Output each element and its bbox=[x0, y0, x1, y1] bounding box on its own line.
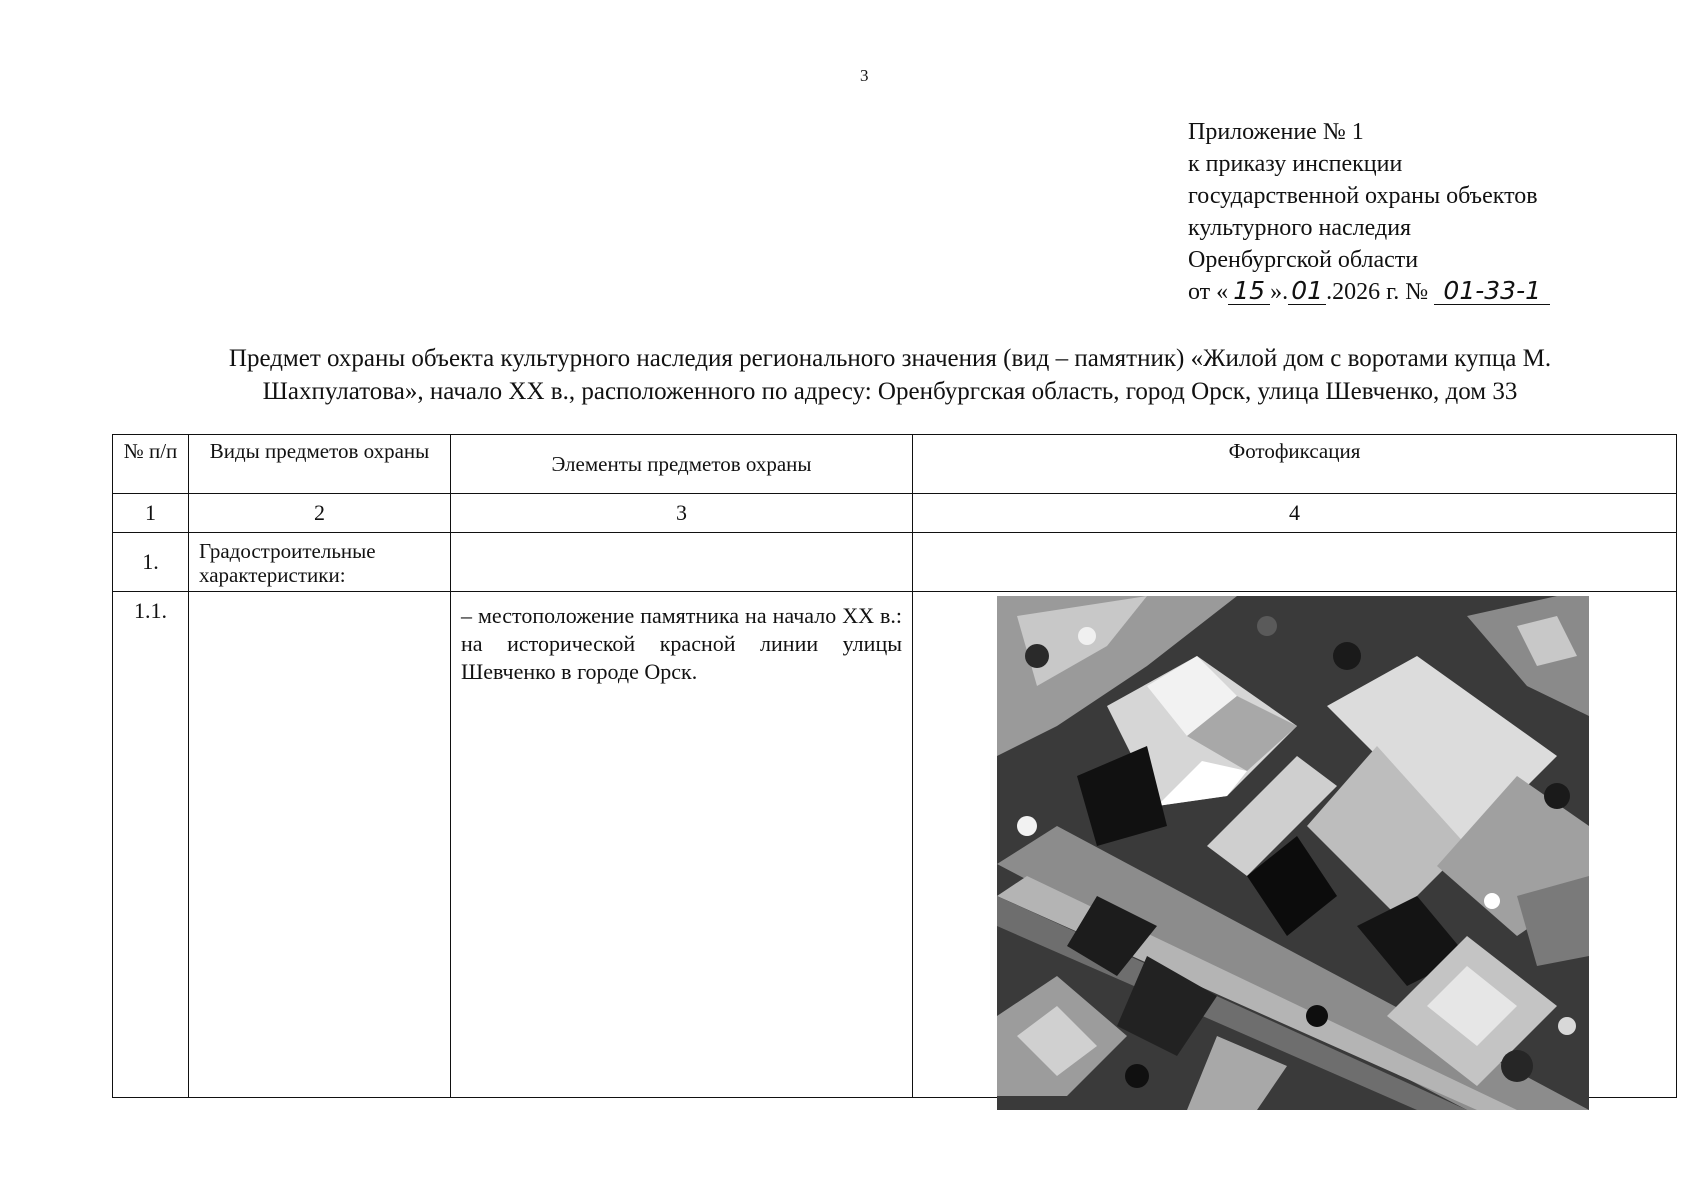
table-header-row bbox=[113, 435, 1677, 494]
header-kind: Виды предметов охраны bbox=[189, 435, 451, 494]
table-row bbox=[113, 592, 1677, 1098]
header-elements: Элементы предметов охраны bbox=[451, 435, 913, 494]
document-title bbox=[100, 342, 1680, 408]
title-line-2: Шахпулатова», начало XX в., расположенного по адресу: Оренбургская область, город Орск, улица Шевченко, дом 33 bbox=[262, 378, 1518, 405]
handwritten-day: 15 bbox=[1228, 278, 1270, 305]
date-mid: ». bbox=[1270, 279, 1289, 305]
column-number: 2 bbox=[189, 494, 451, 533]
appendix-line: Оренбургской области bbox=[1188, 247, 1419, 273]
section-number: 1. bbox=[113, 533, 189, 592]
row-element-text: – местоположение памятника на начало XX в.: на исторической красной линии улицы Шевченко в городе Орск. bbox=[451, 592, 913, 1098]
appendix-date-line bbox=[1188, 276, 1550, 308]
handwritten-month: 01 bbox=[1288, 278, 1326, 305]
column-number-row bbox=[113, 494, 1677, 533]
row-kind bbox=[189, 592, 451, 1098]
column-number: 1 bbox=[113, 494, 189, 533]
column-number: 4 bbox=[913, 494, 1677, 533]
section-row bbox=[113, 533, 1677, 592]
appendix-line: к приказу инспекции bbox=[1188, 151, 1403, 177]
row-number: 1.1. bbox=[113, 592, 189, 1098]
date-prefix: от « bbox=[1188, 279, 1229, 305]
page-number: 3 bbox=[860, 66, 869, 85]
date-year: .2026 г. № bbox=[1326, 279, 1429, 305]
title-line-1: Предмет охраны объекта культурного наследия регионального значения (вид – памятник) «Жилой дом с воротами купца М. bbox=[228, 345, 1552, 372]
header-number: № п/п bbox=[113, 435, 189, 494]
photo-cell bbox=[913, 592, 1677, 1098]
empty-cell bbox=[913, 533, 1677, 592]
column-number: 3 bbox=[451, 494, 913, 533]
appendix-line: культурного наследия bbox=[1188, 215, 1412, 241]
protection-subject-table bbox=[112, 434, 1677, 1098]
aerial-photo bbox=[997, 596, 1589, 1110]
appendix-block bbox=[1188, 116, 1550, 308]
handwritten-order-number: 01-33-1 bbox=[1434, 278, 1550, 305]
section-label: Градостроительные характеристики: bbox=[189, 533, 451, 592]
empty-cell bbox=[451, 533, 913, 592]
header-photo: Фотофиксация bbox=[913, 435, 1677, 494]
appendix-line: Приложение № 1 bbox=[1188, 119, 1364, 145]
appendix-line: государственной охраны объектов bbox=[1188, 183, 1538, 209]
